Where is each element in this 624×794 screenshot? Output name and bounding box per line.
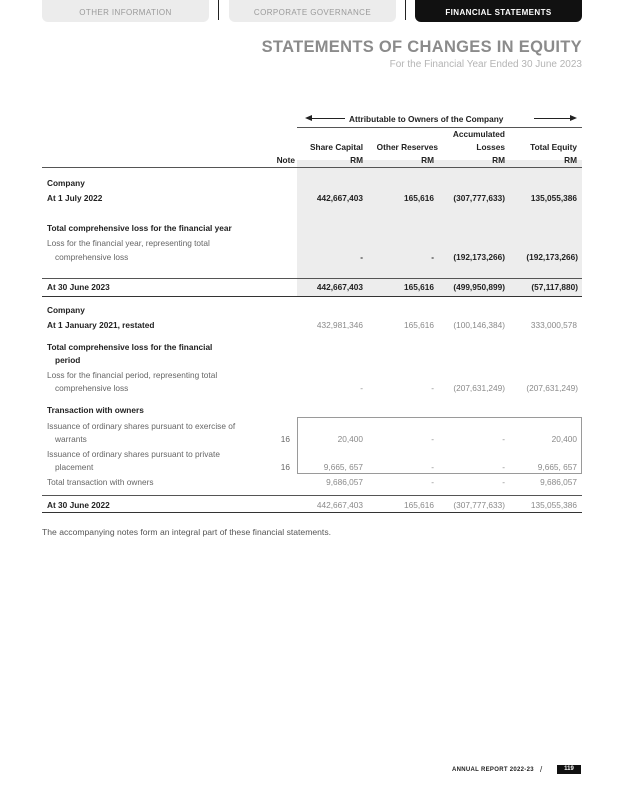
cell-accumulated: -	[502, 462, 505, 472]
section-company: Company	[47, 178, 85, 188]
cell-total: 9,665, 657	[537, 462, 577, 472]
cell-other-reserves: 165,616	[404, 500, 434, 510]
header-rm: RM	[492, 155, 505, 165]
row-label: At 1 January 2021, restated	[47, 320, 155, 330]
row-label-cont: comprehensive loss	[55, 383, 129, 393]
row-label: Issuance of ordinary shares pursuant to exercise of	[47, 421, 236, 431]
section-tcl-year: Total comprehensive loss for the financial year	[47, 223, 232, 233]
page-subtitle: For the Financial Year Ended 30 June 2023	[389, 59, 582, 70]
cell-accumulated: (100,146,384)	[453, 320, 505, 330]
arrow-line-left	[311, 118, 345, 119]
cell-total: 135,055,386	[530, 500, 577, 510]
cell-other-reserves: -	[431, 477, 434, 487]
cell-other-reserves: 165,616	[404, 320, 434, 330]
cell-share-capital: 432,981,346	[316, 320, 363, 330]
cell-share-capital: -	[360, 252, 363, 262]
row-label-cont: comprehensive loss	[55, 252, 129, 262]
section-company: Company	[47, 305, 85, 315]
tab-divider	[405, 0, 406, 20]
section-tcl-period-cont: period	[55, 355, 81, 365]
cell-accumulated: (307,777,633)	[453, 193, 505, 203]
row-label: Loss for the financial year, representing total	[47, 238, 210, 248]
cell-total: 333,000,578	[530, 320, 577, 330]
section-transaction-with-owners: Transaction with owners	[47, 405, 144, 415]
header-note: Note	[276, 155, 295, 165]
cell-total: 20,400	[551, 434, 577, 444]
cell-total: 135,055,386	[530, 193, 577, 203]
page-title: STATEMENTS OF CHANGES IN EQUITY	[261, 38, 582, 56]
cell-accumulated: (499,950,899)	[453, 282, 505, 292]
row-label: Loss for the financial period, representing total	[47, 370, 218, 380]
cell-other-reserves: -	[431, 462, 434, 472]
cell-note: 16	[280, 434, 290, 444]
row-rule	[42, 495, 582, 496]
cell-total: 9,686,057	[540, 477, 577, 487]
footer-slash: /	[540, 765, 543, 774]
row-label: At 30 June 2022	[47, 500, 110, 510]
cell-other-reserves: 165,616	[404, 282, 434, 292]
row-label: At 1 July 2022	[47, 193, 103, 203]
current-year-shade	[297, 160, 582, 296]
tab-divider	[218, 0, 219, 20]
footer-report-title: ANNUAL REPORT 2022-23	[452, 767, 534, 773]
cell-share-capital: 442,667,403	[316, 282, 363, 292]
cell-accumulated: (307,777,633)	[453, 500, 505, 510]
tab-corporate-governance[interactable]: CORPORATE GOVERNANCE	[229, 0, 396, 22]
cell-accumulated: -	[502, 434, 505, 444]
cell-share-capital: 20,400	[337, 434, 363, 444]
header-total-equity: Total Equity	[530, 142, 577, 152]
cell-accumulated: (207,631,249)	[453, 383, 505, 393]
header-bottom-rule	[42, 167, 582, 168]
row-rule	[42, 278, 582, 279]
row-rule	[42, 512, 582, 513]
header-accumulated: Accumulated	[452, 129, 505, 139]
header-rm: RM	[350, 155, 363, 165]
arrow-right-icon	[570, 115, 577, 121]
cell-accumulated: -	[502, 477, 505, 487]
footnote: The accompanying notes form an integral part of these financial statements.	[42, 527, 332, 537]
attributable-header: Attributable to Owners of the Company	[349, 114, 504, 124]
cell-share-capital: -	[360, 383, 363, 393]
header-rm: RM	[421, 155, 434, 165]
header-rm: RM	[564, 155, 577, 165]
cell-other-reserves: -	[431, 252, 434, 262]
header-rule	[297, 127, 582, 128]
cell-total: (192,173,266)	[526, 252, 578, 262]
row-label-cont: warrants	[55, 434, 87, 444]
header-other-reserves: Other Reserves	[376, 142, 438, 152]
cell-share-capital: 442,667,403	[316, 500, 363, 510]
cell-other-reserves: -	[431, 383, 434, 393]
header-losses: Losses	[476, 142, 505, 152]
cell-note: 16	[280, 462, 290, 472]
arrow-line-right	[534, 118, 571, 119]
row-rule	[42, 296, 582, 297]
cell-share-capital: 9,665, 657	[323, 462, 363, 472]
row-label: At 30 June 2023	[47, 282, 110, 292]
header-share-capital: Share Capital	[309, 142, 363, 152]
page-number: 119	[557, 765, 581, 774]
cell-share-capital: 9,686,057	[326, 477, 363, 487]
cell-other-reserves: -	[431, 434, 434, 444]
tab-financial-statements[interactable]: FINANCIAL STATEMENTS	[415, 0, 582, 22]
row-label: Issuance of ordinary shares pursuant to private	[47, 449, 220, 459]
tab-other-information[interactable]: OTHER INFORMATION	[42, 0, 209, 22]
cell-share-capital: 442,667,403	[316, 193, 363, 203]
cell-total: (207,631,249)	[526, 383, 578, 393]
cell-total: (57,117,880)	[531, 282, 578, 292]
top-tabs	[0, 0, 624, 24]
row-label: Total transaction with owners	[47, 477, 154, 487]
row-label-cont: placement	[55, 462, 94, 472]
section-tcl-period: Total comprehensive loss for the financial	[47, 342, 213, 352]
cell-accumulated: (192,173,266)	[453, 252, 505, 262]
cell-other-reserves: 165,616	[404, 193, 434, 203]
